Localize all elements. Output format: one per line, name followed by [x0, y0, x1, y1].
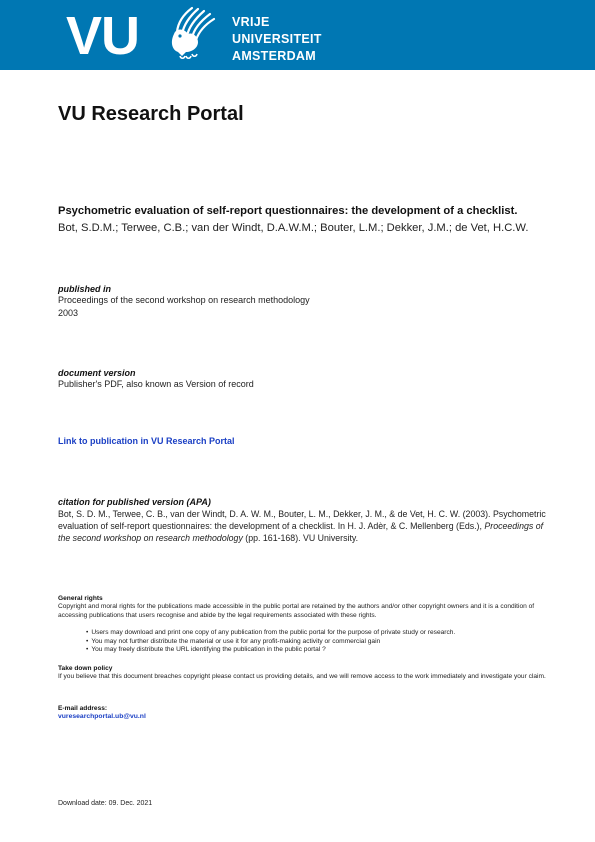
- general-rights-heading: General rights: [58, 595, 103, 602]
- email-heading: E-mail address:: [58, 705, 108, 712]
- citation-label: citation for published version (APA): [58, 497, 211, 507]
- take-down-heading: Take down policy: [58, 665, 113, 672]
- rights-bullet-item: • You may not further distribute the material or use it for any profit-making activity or commercial gain: [86, 638, 455, 647]
- document-version-label: document version: [58, 368, 136, 378]
- university-name: [232, 14, 322, 65]
- take-down-text: If you believe that this document breaches copyright please contact us providing details, and we will remove access to the work immediately and investigate your claim.: [58, 673, 546, 680]
- published-in-label: published in: [58, 284, 111, 294]
- email-link[interactable]: vuresearchportal.ub@vu.nl: [58, 713, 146, 720]
- paper-title: Psychometric evaluation of self-report questionnaires: the development of a checklist.: [58, 205, 518, 217]
- published-in-venue: Proceedings of the second workshop on research methodology: [58, 295, 310, 305]
- rights-bullet-list: [86, 629, 455, 655]
- citation-main: Bot, S. D. M., Terwee, C. B., van der Windt, D. A. W. M., Bouter, L. M., Dekker, J. M., & de Vet, H. C. W. (2003). Psychometric evaluation of self-report questionnaires: the development of a checklist. In H. J. Adèr, & C. Mellenberg (Eds.),: [58, 509, 546, 531]
- paper-authors: Bot, S.D.M.; Terwee, C.B.; van der Windt, D.A.W.M.; Bouter, L.M.; Dekker, J.M.; de Vet, H.C.W.: [58, 222, 529, 234]
- citation-end: (pp. 161-168). VU University.: [242, 532, 359, 543]
- rights-bullet-item: • You may freely distribute the URL identifying the publication in the public portal ?: [86, 646, 455, 655]
- citation-text: [58, 509, 556, 544]
- header-banner: [0, 0, 595, 70]
- vu-logo-letters: VU: [66, 6, 140, 66]
- portal-title: VU Research Portal: [58, 103, 244, 125]
- logo-line-vrije: VRIJE: [232, 15, 270, 29]
- logo-line-amsterdam: AMSTERDAM: [232, 49, 316, 63]
- download-date: Download date: 09. Dec. 2021: [58, 800, 153, 807]
- rights-bullet-item: • Users may download and print one copy of any publication from the public portal for the purpose of private study or research.: [86, 629, 455, 638]
- published-in-year: 2003: [58, 308, 79, 318]
- logo-line-universiteit: UNIVERSITEIT: [232, 32, 322, 46]
- document-version-value: Publisher's PDF, also known as Version of record: [58, 379, 254, 389]
- griffin-icon: [158, 4, 218, 64]
- general-rights-text: Copyright and moral rights for the publications made accessible in the public portal are retained by the authors and/or other copyright owners and it is a condition of accessing publications that users recognise and abide by the legal requirements associated with these rights.: [58, 603, 535, 619]
- publication-link[interactable]: Link to publication in VU Research Portal: [58, 436, 235, 446]
- citation-proceedings: Proceedings of the second workshop on research methodology: [58, 520, 544, 543]
